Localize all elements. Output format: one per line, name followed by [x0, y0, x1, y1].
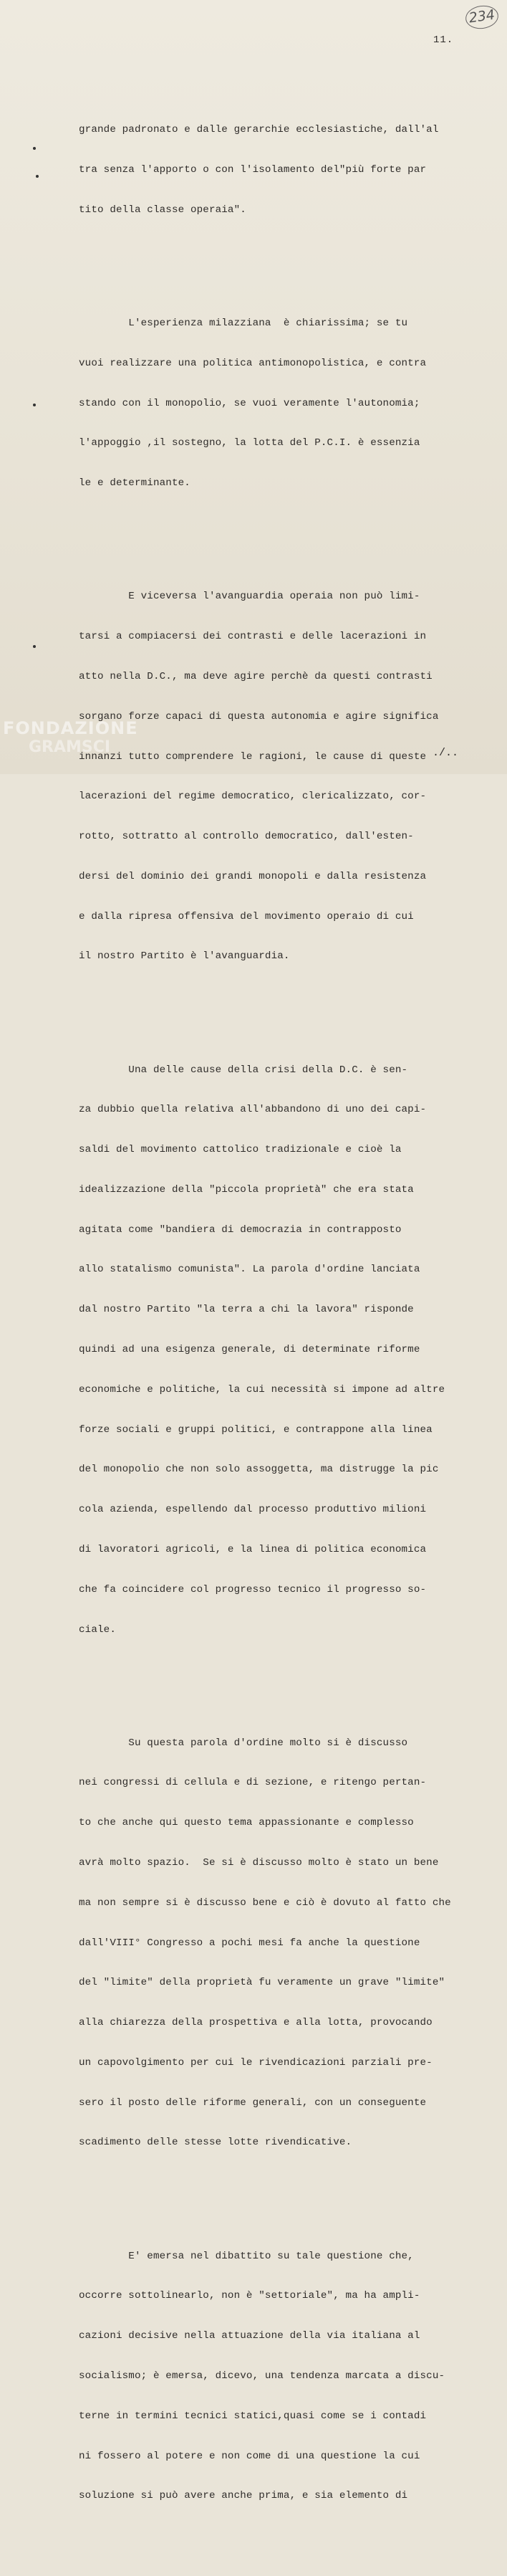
text-line: di lavoratori agricoli, e la linea di politica economica — [79, 1543, 427, 1555]
text-line: innanzi tutto comprendere le ragioni, le cause di queste — [79, 750, 427, 763]
archive-page-stamp — [464, 4, 500, 31]
text-line: tarsi a compiacersi dei contrasti e delle lacerazioni in — [79, 631, 427, 643]
continuation-mark: ./.. — [433, 747, 459, 759]
text-line: alla chiarezza della prospettiva e alla lotta, provocando — [79, 2017, 433, 2029]
text-line: Una delle cause della crisi della D.C. è sen- — [79, 1064, 408, 1076]
text-line: atto nella D.C., ma deve agire perchè da questi contrasti — [79, 670, 433, 682]
text-line: che fa coincidere col progresso tecnico il progresso so- — [79, 1583, 427, 1595]
margin-mark — [33, 645, 36, 648]
text-line: nei congressi di cellula e di sezione, e ritengo pertan- — [79, 1777, 427, 1789]
paragraph-4 — [79, 1036, 480, 1663]
text-line: Su questa parola d'ordine molto si è discusso — [79, 1737, 408, 1749]
text-line: dal nostro Partito "la terra a chi la lavora" risponde — [79, 1304, 414, 1316]
text-line: scadimento delle stesse lotte rivendicative. — [79, 2137, 352, 2149]
text-line: un capovolgimento per cui le rivendicazioni parziali pre- — [79, 2056, 433, 2069]
text-line: za dubbio quella relativa all'abbandono di uno dei capi- — [79, 1104, 427, 1116]
text-line: L'esperienza milazziana è chiarissima; se tu — [79, 318, 408, 330]
text-line: lacerazioni del regime democratico, clericalizzato, cor- — [79, 791, 427, 803]
text-line: rotto, sottratto al controllo democratico, dall'esten- — [79, 831, 414, 843]
text-line: allo statalismo comunista". La parola d'ordine lanciata — [79, 1264, 420, 1276]
text-line: soluzione si può avere anche prima, e sia elemento di — [79, 2490, 408, 2502]
text-line: E viceversa l'avanguardia operaia non può limi- — [79, 591, 420, 603]
text-line: socialismo; è emersa, dicevo, una tendenza marcata a discu- — [79, 2370, 445, 2382]
text-line: cazioni decisive nella attuazione della via italiana al — [79, 2330, 420, 2342]
paragraph-2 — [79, 290, 480, 517]
text-line: economiche e politiche, la cui necessità si impone ad altre — [79, 1383, 445, 1396]
text-line: dall'VIII° Congresso a pochi mesi fa anche la questione — [79, 1937, 420, 1949]
text-line: del "limite" della proprietà fu veramente un grave "limite" — [79, 1977, 445, 1989]
archive-page-number: 234 — [468, 6, 496, 27]
text-line: tra senza l'apporto o con l'isolamento del"più forte par — [79, 164, 427, 176]
text-line: terne in termini tecnici statici,quasi come se i contadi — [79, 2410, 427, 2422]
text-line: quindi ad una esigenza generale, di determinate riforme — [79, 1344, 420, 1356]
text-line: occorre sottolinearlo, non è "settoriale", ma ha ampli- — [79, 2290, 420, 2302]
margin-mark — [33, 147, 36, 150]
paragraph-1 — [79, 97, 480, 244]
text-line: dersi del dominio dei grandi monopoli e dalla resistenza — [79, 870, 427, 882]
text-line: sorgano forze capaci di questa autonomia e agire significa — [79, 710, 439, 722]
text-line: le e determinante. — [79, 477, 190, 490]
text-line: ma non sempre si è discusso bene e ciò è dovuto al fatto che — [79, 1897, 451, 1909]
margin-mark — [33, 404, 36, 406]
margin-mark — [36, 175, 39, 178]
text-line: avrà molto spazio. Se si è discusso molto è stato un bene — [79, 1857, 439, 1869]
archive-watermark: FONDAZIONE — [3, 718, 138, 738]
paragraph-5 — [79, 1709, 480, 2176]
text-line: e dalla ripresa offensiva del movimento operaio di cui — [79, 910, 414, 922]
text-line: cola azienda, espellendo dal processo produttivo milioni — [79, 1504, 427, 1516]
text-line: ciale. — [79, 1623, 116, 1636]
text-line: il nostro Partito è l'avanguardia. — [79, 950, 290, 963]
text-line: del monopolio che non solo assoggetta, ma distrugge la pic — [79, 1464, 439, 1476]
text-line: to che anche qui questo tema appassionante e complesso — [79, 1817, 414, 1829]
paragraph-6 — [79, 2223, 480, 2529]
typed-page-number: 11. — [433, 34, 454, 46]
text-line: idealizzazione della "piccola proprietà" che era stata — [79, 1183, 414, 1196]
text-line: saldi del movimento cattolico tradizionale e cioè la — [79, 1144, 402, 1156]
document-body — [79, 70, 480, 2576]
text-line: grande padronato e dalle gerarchie ecclesiastiche, dall'al — [79, 124, 439, 136]
archive-watermark-sub: GRAMSCI — [29, 738, 111, 756]
text-line: stando con il monopolio, se vuoi veramente l'autonomia; — [79, 397, 420, 409]
text-line: ni fossero al potere e non come di una questione la cui — [79, 2450, 420, 2462]
paragraph-3 — [79, 563, 480, 990]
text-line: sero il posto delle riforme generali, con un conseguente — [79, 2096, 427, 2109]
text-line: forze sociali e gruppi politici, e contrappone alla linea — [79, 1423, 433, 1436]
text-line: E' emersa nel dibattito su tale questione che, — [79, 2250, 414, 2262]
text-line: tito della classe operaia". — [79, 204, 246, 216]
text-line: vuoi realizzare una politica antimonopolistica, e contra — [79, 357, 427, 369]
text-line: l'appoggio ,il sostegno, la lotta del P.C.I. è essenzia — [79, 437, 420, 449]
text-line: agitata come "bandiera di democrazia in contrapposto — [79, 1223, 402, 1236]
